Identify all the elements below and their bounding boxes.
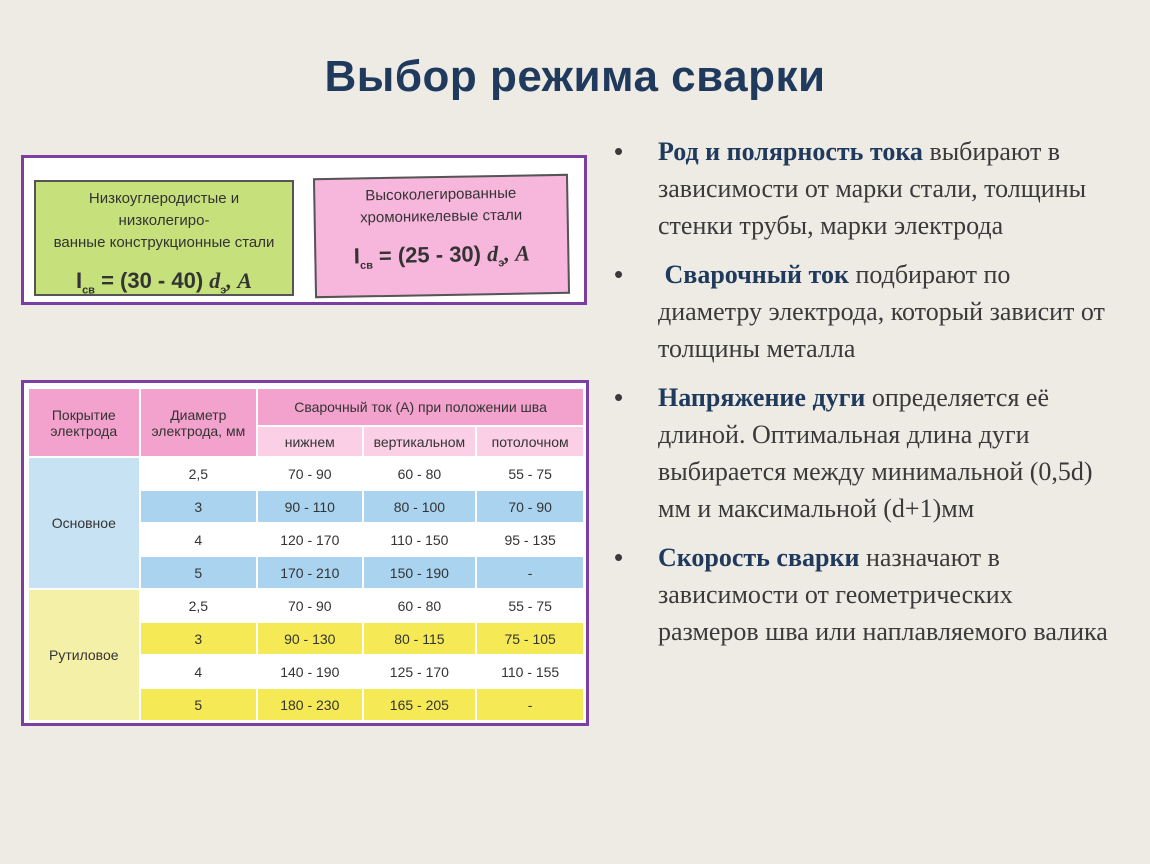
header-position-vertical: вертикальном <box>363 426 477 457</box>
current-overhead-cell: - <box>476 556 584 589</box>
coating-cell: Рутиловое <box>28 589 140 721</box>
current-overhead-cell: 75 - 105 <box>476 622 584 655</box>
current-overhead-cell: 70 - 90 <box>476 490 584 523</box>
formula-unit: , А <box>226 268 253 293</box>
formula-description-line: хромоникелевые стали <box>359 206 523 227</box>
bullet-text: назначают в зависимости от геометрических размеров шва или наплавляемого валика <box>658 543 1108 646</box>
current-vertical-cell: 80 - 115 <box>363 622 477 655</box>
current-vertical-cell: 60 - 80 <box>363 589 477 622</box>
current-flat-cell: 70 - 90 <box>257 589 362 622</box>
coating-cell: Основное <box>28 457 140 589</box>
formula-var: d <box>209 268 221 293</box>
diameter-cell: 4 <box>140 655 258 688</box>
diameter-cell: 5 <box>140 556 258 589</box>
bullet-text: выбирают в зависимости от марки стали, толщины стенки трубы, марки электрода <box>658 137 1087 240</box>
welding-table-panel <box>21 380 589 726</box>
diameter-cell: 3 <box>140 490 258 523</box>
current-vertical-cell: 125 - 170 <box>363 655 477 688</box>
bullet-heading: Скорость сварки <box>658 543 860 572</box>
table-row <box>28 589 584 622</box>
bullet-heading: Род и полярность тока <box>658 137 923 166</box>
formula-expression: = (30 - 40) <box>94 268 210 293</box>
header-position-flat: нижнем <box>257 426 362 457</box>
diameter-cell: 3 <box>140 622 258 655</box>
list-item <box>614 256 1114 367</box>
current-flat-cell: 180 - 230 <box>257 688 362 721</box>
current-vertical-cell: 60 - 80 <box>363 457 477 490</box>
current-vertical-cell: 110 - 150 <box>363 523 477 556</box>
formula-text <box>36 268 292 296</box>
bullet-heading: Напряжение дуги <box>658 383 866 412</box>
bullet-text: определяется её длиной. Оптимальная длина дуги выбирается между минимальной (0,5d) мм и максимальной (d+1)мм <box>658 383 1093 523</box>
header-position-overhead: потолочном <box>476 426 584 457</box>
current-flat-cell: 120 - 170 <box>257 523 362 556</box>
current-overhead-cell: 95 - 135 <box>476 523 584 556</box>
bullet-dot-icon: • <box>614 136 624 166</box>
current-overhead-cell: 55 - 75 <box>476 457 584 490</box>
bullet-dot-icon: • <box>614 542 624 572</box>
current-overhead-cell: 110 - 155 <box>476 655 584 688</box>
current-overhead-cell: - <box>476 688 584 721</box>
current-flat-cell: 70 - 90 <box>257 457 362 490</box>
bullet-dot-icon: • <box>614 259 624 289</box>
formula-description-line: Низкоуглеродистые и низколегиро- <box>88 190 240 229</box>
formula-prefix: I <box>75 268 83 293</box>
list-item <box>614 379 1114 527</box>
list-item <box>614 133 1114 244</box>
current-vertical-cell: 150 - 190 <box>363 556 477 589</box>
current-flat-cell: 90 - 130 <box>257 622 362 655</box>
formula-var-subscript: э <box>220 284 227 297</box>
formula-card-low-carbon <box>34 180 294 296</box>
formula-description <box>315 182 567 230</box>
current-overhead-cell: 55 - 75 <box>476 589 584 622</box>
bullet-dot-icon: • <box>614 382 624 412</box>
current-flat-cell: 90 - 110 <box>257 490 362 523</box>
formula-expression: = (25 - 30) <box>372 241 488 269</box>
formula-var-subscript: э <box>498 257 505 270</box>
formula-var: d <box>486 241 499 267</box>
formula-subscript: св <box>82 284 95 297</box>
current-flat-cell: 170 - 210 <box>257 556 362 589</box>
formula-subscript: св <box>359 259 374 272</box>
list-item <box>614 539 1114 650</box>
diameter-cell: 4 <box>140 523 258 556</box>
formula-prefix: I <box>353 243 361 269</box>
header-current: Сварочный ток (А) при положении шва <box>257 388 584 426</box>
current-vertical-cell: 165 - 205 <box>363 688 477 721</box>
header-coating: Покрытие электрода <box>28 388 140 457</box>
formula-card-high-alloy <box>313 174 570 298</box>
current-vertical-cell: 80 - 100 <box>363 490 477 523</box>
formula-description-line: Высоколегированные <box>365 184 517 205</box>
formula-unit: , А <box>503 240 531 266</box>
table-row <box>28 457 584 490</box>
formula-description <box>36 188 292 254</box>
formula-text <box>316 240 567 273</box>
formula-description-line: ванные конструкционные стали <box>53 234 275 251</box>
bullet-list <box>614 133 1114 662</box>
diameter-cell: 5 <box>140 688 258 721</box>
formula-panel <box>21 155 587 305</box>
diameter-cell: 2,5 <box>140 457 258 490</box>
header-diameter: Диаметр электрода, мм <box>140 388 258 457</box>
welding-current-table <box>27 387 585 722</box>
bullet-heading: Сварочный ток <box>664 260 849 289</box>
current-flat-cell: 140 - 190 <box>257 655 362 688</box>
diameter-cell: 2,5 <box>140 589 258 622</box>
slide-title: Выбор режима сварки <box>324 52 826 101</box>
bullet-text: подбирают по диаметру электрода, который зависит от толщины металла <box>658 260 1105 363</box>
